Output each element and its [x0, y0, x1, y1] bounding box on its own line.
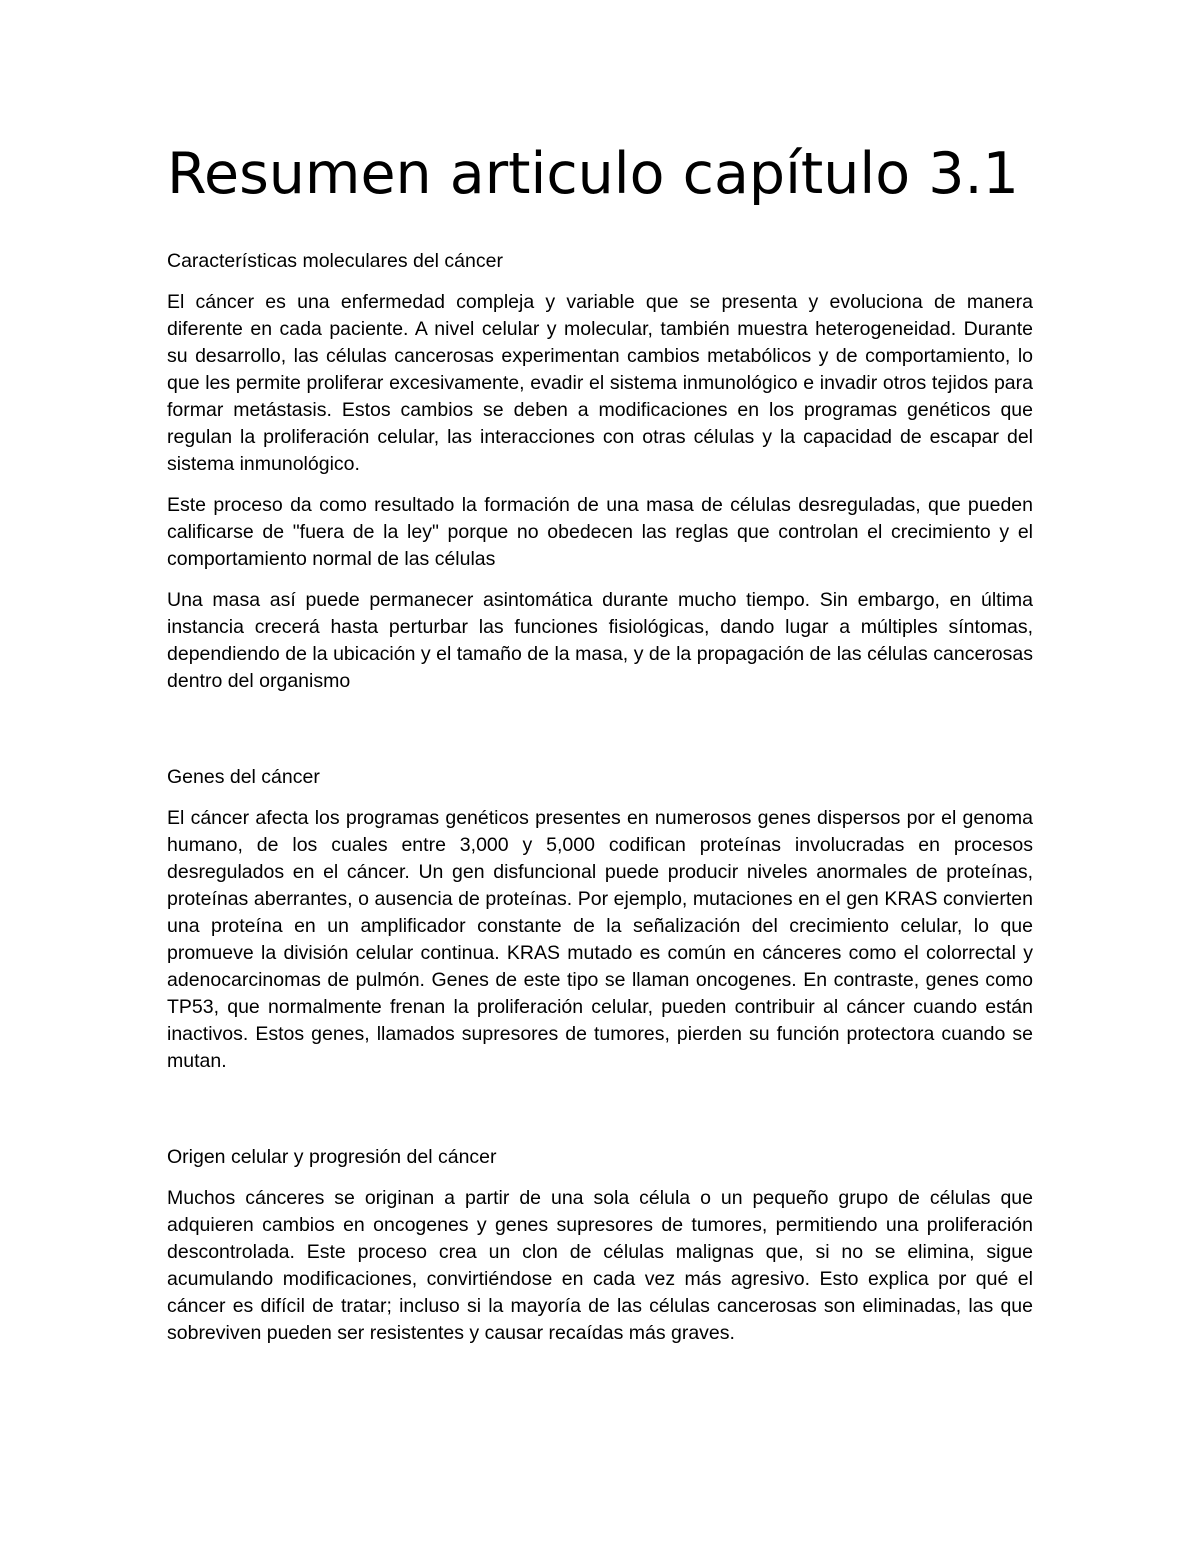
paragraph: El cáncer es una enfermedad compleja y variable que se presenta y evoluciona de manera diferente en cada paciente. A nivel celular y molecular, también muestra heterogeneidad. Durante su desarrollo, las células cancerosas experimentan cambios metabólicos y de comportamiento, lo que les permite proliferar excesivamente, evadir el sistema inmunológico e invadir otros tejidos para formar metástasis. Estos cambios se deben a modificaciones en los programas genéticos que regulan la proliferación celular, las interacciones con otras células y la capacidad de escapar del sistema inmunológico.: [167, 291, 1033, 475]
section-heading: Origen celular y progresión del cáncer: [167, 1146, 497, 1168]
paragraph: Muchos cánceres se originan a partir de una sola célula o un pequeño grupo de células que adquieren cambios en oncogenes y genes supresores de tumores, permitiendo una proliferación descontrolada. Este proceso crea un clon de células malignas que, si no se elimina, sigue acumulando modificaciones, convirtiéndose en cada vez más agresivo. Esto explica por qué el cáncer es difícil de tratar; incluso si la mayoría de las células cancerosas son eliminadas, las que sobreviven pueden ser resistentes y causar recaídas más graves.: [167, 1187, 1033, 1344]
section-caracteristicas: [167, 248, 1033, 695]
section-heading: Genes del cáncer: [167, 766, 320, 788]
section-genes: [167, 764, 1033, 1075]
document-title: Resumen articulo capítulo 3.1: [167, 141, 1019, 207]
paragraph: Este proceso da como resultado la formación de una masa de células desreguladas, que pueden calificarse de "fuera de la ley" porque no obedecen las reglas que controlan el crecimiento y el comportamiento normal de las células: [167, 494, 1033, 570]
section-heading: Características moleculares del cáncer: [167, 250, 503, 272]
paragraph: Una masa así puede permanecer asintomática durante mucho tiempo. Sin embargo, en última instancia crecerá hasta perturbar las funciones fisiológicas, dando lugar a múltiples síntomas, dependiendo de la ubicación y el tamaño de la masa, y de la propagación de las células cancerosas dentro del organismo: [167, 589, 1033, 692]
section-spacer: [167, 1075, 1033, 1144]
document-page: [167, 138, 1033, 1347]
section-spacer: [167, 695, 1033, 764]
section-origen: [167, 1144, 1033, 1347]
paragraph: El cáncer afecta los programas genéticos presentes en numerosos genes dispersos por el genoma humano, de los cuales entre 3,000 y 5,000 codifican proteínas involucradas en procesos desregulados en el cáncer. Un gen disfuncional puede producir niveles anormales de proteínas, proteínas aberrantes, o ausencia de proteínas. Por ejemplo, mutaciones en el gen KRAS convierten una proteína en un amplificador constante de la señalización del crecimiento celular, lo que promueve la división celular continua. KRAS mutado es común en cánceres como el colorrectal y adenocarcinomas de pulmón. Genes de este tipo se llaman oncogenes. En contraste, genes como TP53, que normalmente frenan la proliferación celular, pueden contribuir al cáncer cuando están inactivos. Estos genes, llamados supresores de tumores, pierden su función protectora cuando se mutan.: [167, 807, 1033, 1072]
